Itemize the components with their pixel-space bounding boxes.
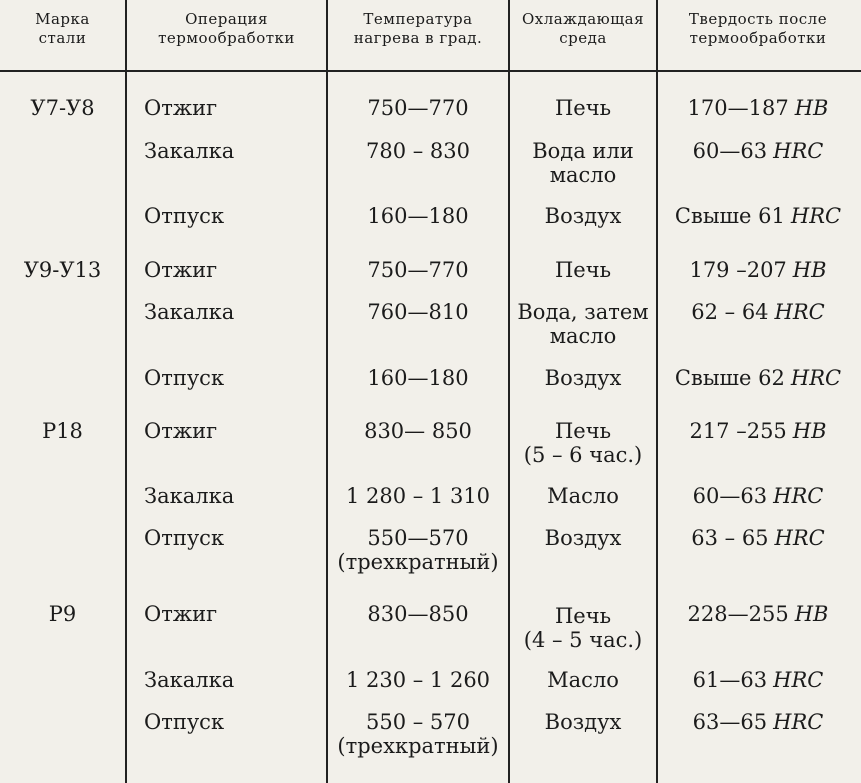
hardness-value: 62 – 64	[691, 300, 769, 324]
hardness-unit: HRC	[790, 366, 842, 390]
temperature: 830— 850	[364, 419, 472, 443]
operation: Отпуск	[144, 204, 225, 228]
header-operation-line: Операция	[185, 10, 268, 28]
hardness	[658, 710, 858, 734]
cooling-medium: масло	[549, 163, 617, 187]
column-divider	[125, 0, 127, 783]
hardness-unit: HRC	[773, 668, 824, 692]
steel-grade: У9-У13	[23, 258, 102, 282]
temperature: 750—770	[367, 96, 469, 120]
header-hardness	[658, 10, 858, 48]
temperature: (трехкратный)	[337, 550, 499, 574]
hardness-value: 228—255	[687, 602, 789, 626]
hardness-value: 60—63	[692, 484, 768, 508]
temperature: 1 230 – 1 260	[345, 668, 491, 692]
cooling-medium: Воздух	[544, 204, 622, 228]
temperature: 550—570	[367, 526, 469, 550]
cooling-medium: Вода, затем	[517, 300, 649, 324]
operation: Отжиг	[144, 96, 218, 120]
cooling-medium: Печь	[554, 258, 612, 282]
hardness-unit: HB	[792, 258, 827, 282]
steel-grade: Р9	[48, 602, 77, 626]
hardness	[658, 139, 858, 163]
hardness-unit: HRC	[774, 300, 825, 324]
hardness-unit: HB	[794, 96, 829, 120]
header-operation	[127, 10, 326, 48]
operation: Закалка	[144, 139, 235, 163]
temperature: (трехкратный)	[337, 734, 499, 758]
hardness-unit: HRC	[790, 204, 842, 228]
hardness	[658, 602, 858, 626]
hardness-value: 217 –255	[689, 419, 787, 443]
hardness	[658, 96, 858, 120]
operation: Отпуск	[144, 526, 225, 550]
header-cooling	[510, 10, 656, 48]
cooling-medium: (5 – 6 час.)	[523, 443, 643, 467]
temperature: 1 280 – 1 310	[345, 484, 491, 508]
header-grade	[0, 10, 125, 48]
header-divider	[0, 70, 861, 72]
header-temperature-line: Температура	[363, 10, 473, 28]
cooling-medium: Масло	[547, 668, 619, 692]
cooling-medium: Масло	[547, 484, 619, 508]
steel-grade: У7-У8	[30, 96, 95, 120]
cooling-medium: Воздух	[544, 710, 622, 734]
header-cooling-line: среда	[559, 29, 607, 47]
temperature: 780 – 830	[365, 139, 470, 163]
steel-grade: Р18	[42, 419, 83, 443]
operation: Закалка	[144, 300, 235, 324]
cooling-medium: масло	[549, 324, 617, 348]
hardness-value: Свыше 61	[674, 204, 785, 228]
cooling-medium: Печь	[554, 604, 612, 628]
operation: Отпуск	[144, 710, 225, 734]
hardness-value: 63 – 65	[691, 526, 769, 550]
hardness	[658, 258, 858, 282]
temperature: 750—770	[367, 258, 469, 282]
operation: Закалка	[144, 668, 235, 692]
temperature: 160—180	[367, 204, 469, 228]
hardness-value: 179 –207	[689, 258, 787, 282]
operation: Отпуск	[144, 366, 225, 390]
cooling-medium: Вода или	[532, 139, 634, 163]
hardness-value: Свыше 62	[674, 366, 785, 390]
operation: Закалка	[144, 484, 235, 508]
header-hardness-line: Твердость после	[688, 10, 828, 28]
cooling-medium: Воздух	[544, 366, 622, 390]
hardness-unit: HRC	[773, 484, 824, 508]
hardness-unit: HRC	[773, 139, 824, 163]
hardness-unit: HB	[792, 419, 827, 443]
hardness	[658, 204, 858, 228]
cooling-medium: Воздух	[544, 526, 622, 550]
operation: Отжиг	[144, 602, 218, 626]
header-operation-line: термообработки	[158, 29, 295, 47]
header-temperature-line: нагрева в град.	[353, 29, 483, 47]
header-grade-line: стали	[38, 29, 87, 47]
hardness-unit: HRC	[774, 526, 825, 550]
hardness	[658, 526, 858, 550]
hardness	[658, 419, 858, 443]
header-hardness-line: термообработки	[689, 29, 827, 47]
hardness	[658, 366, 858, 390]
hardness-unit: HRC	[773, 710, 824, 734]
hardness	[658, 668, 858, 692]
header-grade-line: Марка	[35, 10, 90, 28]
header-temperature	[328, 10, 508, 48]
operation: Отжиг	[144, 258, 218, 282]
cooling-medium: Печь	[554, 96, 612, 120]
temperature: 760—810	[367, 300, 469, 324]
cooling-medium: Печь	[554, 419, 612, 443]
hardness	[658, 300, 858, 324]
temperature: 550 – 570	[365, 710, 470, 734]
cooling-medium: (4 – 5 час.)	[523, 628, 643, 652]
hardness-value: 170—187	[687, 96, 789, 120]
hardness-value: 60—63	[692, 139, 768, 163]
temperature: 160—180	[367, 366, 469, 390]
hardness-value: 63—65	[692, 710, 768, 734]
hardness-value: 61—63	[692, 668, 768, 692]
header-cooling-line: Охлаждающая	[521, 10, 645, 28]
hardness	[658, 484, 858, 508]
operation: Отжиг	[144, 419, 218, 443]
hardness-unit: HB	[794, 602, 829, 626]
temperature: 830—850	[367, 602, 469, 626]
